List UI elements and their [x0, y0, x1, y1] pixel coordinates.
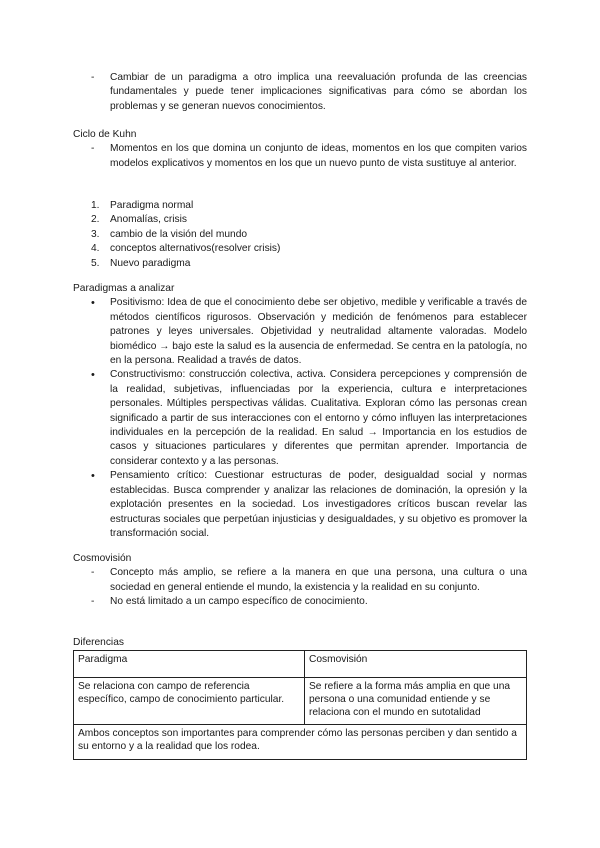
- kuhn-step: [73, 257, 527, 271]
- intro-item: - Cambiar de un paradigma a otro implica una reevaluación profunda de las creencias fundamentales y puede tener implicaciones significativas para cómo se abordan los problemas y se generan nuevos conocimientos.: [73, 71, 527, 114]
- table-header-cosmovision: Cosmovisión: [305, 651, 527, 678]
- step-number: 1.: [91, 200, 100, 211]
- kuhn-step: [73, 199, 527, 213]
- kuhn-section: [73, 128, 527, 171]
- step-number: 4.: [91, 243, 100, 255]
- table-header-row: [74, 651, 527, 678]
- table-row: [74, 678, 527, 725]
- step-text: Nuevo paradigma: [110, 257, 191, 269]
- step-text: cambio de la visión del mundo: [110, 228, 248, 240]
- cosmovision-section: [73, 552, 527, 610]
- paradigmas-heading: Paradigmas a analizar: [73, 283, 175, 294]
- step-number: 3.: [91, 228, 100, 240]
- cosmovision-heading: Cosmovisión: [73, 553, 132, 564]
- step-text: Paradigma normal: [110, 200, 194, 211]
- kuhn-step: [73, 242, 527, 256]
- paradigma-positivismo: • Positivismo: Idea de que el conocimiento debe ser objetivo, medible y verificable a través de métodos científicos rigurosos. Observación y medición de fenómenos para establecer patrones y leyes universales. Objetividad y neutralidad altamente valoradas. Modelo biomédico → bajo este la salud es la ausencia de enfermedad. Se centra en la patología, no en la persona. Realidad a través de datos.: [73, 296, 527, 368]
- paradigma-constructivismo: • Constructivismo: construcción colectiva, activa. Considera percepciones y comprensión de la realidad, subjetivas, influenciadas por la experiencia, cultura e interpretaciones personales. Múltiples perspectivas válidas. Cualitativa. Exploran cómo las personas crean significado a partir de sus interacciones con el entorno y cómo influyen las interpretaciones individuales en la percepción de la realidad. En salud → Importancia en los estudios de casos y situaciones particulares y diferentes que permitan aprender. Importancia de considerar contexto y a las personas.: [73, 368, 527, 469]
- kuhn-steps: [73, 199, 527, 271]
- diferencias-table: [73, 650, 527, 760]
- intro-section: [73, 71, 527, 114]
- diferencias-section: [73, 636, 527, 760]
- table-header-paradigma: Paradigma: [74, 651, 305, 678]
- table-cell-paradigma: Se relaciona con campo de referencia específico, campo de conocimiento particular.: [74, 678, 305, 725]
- paradigmas-list: [73, 296, 527, 541]
- diferencias-heading: Diferencias: [73, 637, 124, 648]
- kuhn-list: [73, 142, 527, 171]
- cosmovision-item: - Concepto más amplio, se refiere a la manera en que una persona, una cultura o una sociedad en general entiende el mundo, la existencia y la realidad en su conjunto.: [73, 566, 527, 595]
- table-footer-row: [74, 725, 527, 760]
- step-number: 5.: [91, 257, 100, 269]
- step-text: Anomalías, crisis: [110, 214, 187, 226]
- kuhn-step: [73, 228, 527, 242]
- kuhn-heading: Ciclo de Kuhn: [73, 129, 137, 140]
- kuhn-item: - Momentos en los que domina un conjunto de ideas, momentos en los que compiten varios modelos explicativos y momentos en los que un nuevo punto de vista sustituye al anterior.: [73, 142, 527, 171]
- paradigmas-section: [73, 282, 527, 541]
- table-cell-cosmovision: Se refiere a la forma más amplia en que una persona o una comunidad entiende y se relaciona con el mundo en sutotalidad: [305, 678, 527, 725]
- intro-list: [73, 71, 527, 114]
- step-text: conceptos alternativos(resolver crisis): [110, 243, 281, 255]
- cosmovision-item: - No está limitado a un campo específico de conocimiento.: [73, 595, 527, 609]
- paradigma-pensamiento-critico: • Pensamiento crítico: Cuestionar estructuras de poder, desigualdad social y normas establecidas. Busca comprender y analizar las relaciones de dominación, la opresión y la explotación presentes en la sociedad. Los investigadores críticos buscan revelar las estructuras sociales que perpetúan injusticias y desigualdades, y su objetivo es promover la transformación social.: [73, 469, 527, 541]
- table-footer-cell: Ambos conceptos son importantes para comprender cómo las personas perciben y dan sentido a su entorno y a la realidad que los rodea.: [74, 725, 527, 760]
- kuhn-step: [73, 213, 527, 227]
- cosmovision-list: [73, 566, 527, 609]
- kuhn-steps-list: [73, 199, 527, 271]
- step-number: 2.: [91, 214, 100, 226]
